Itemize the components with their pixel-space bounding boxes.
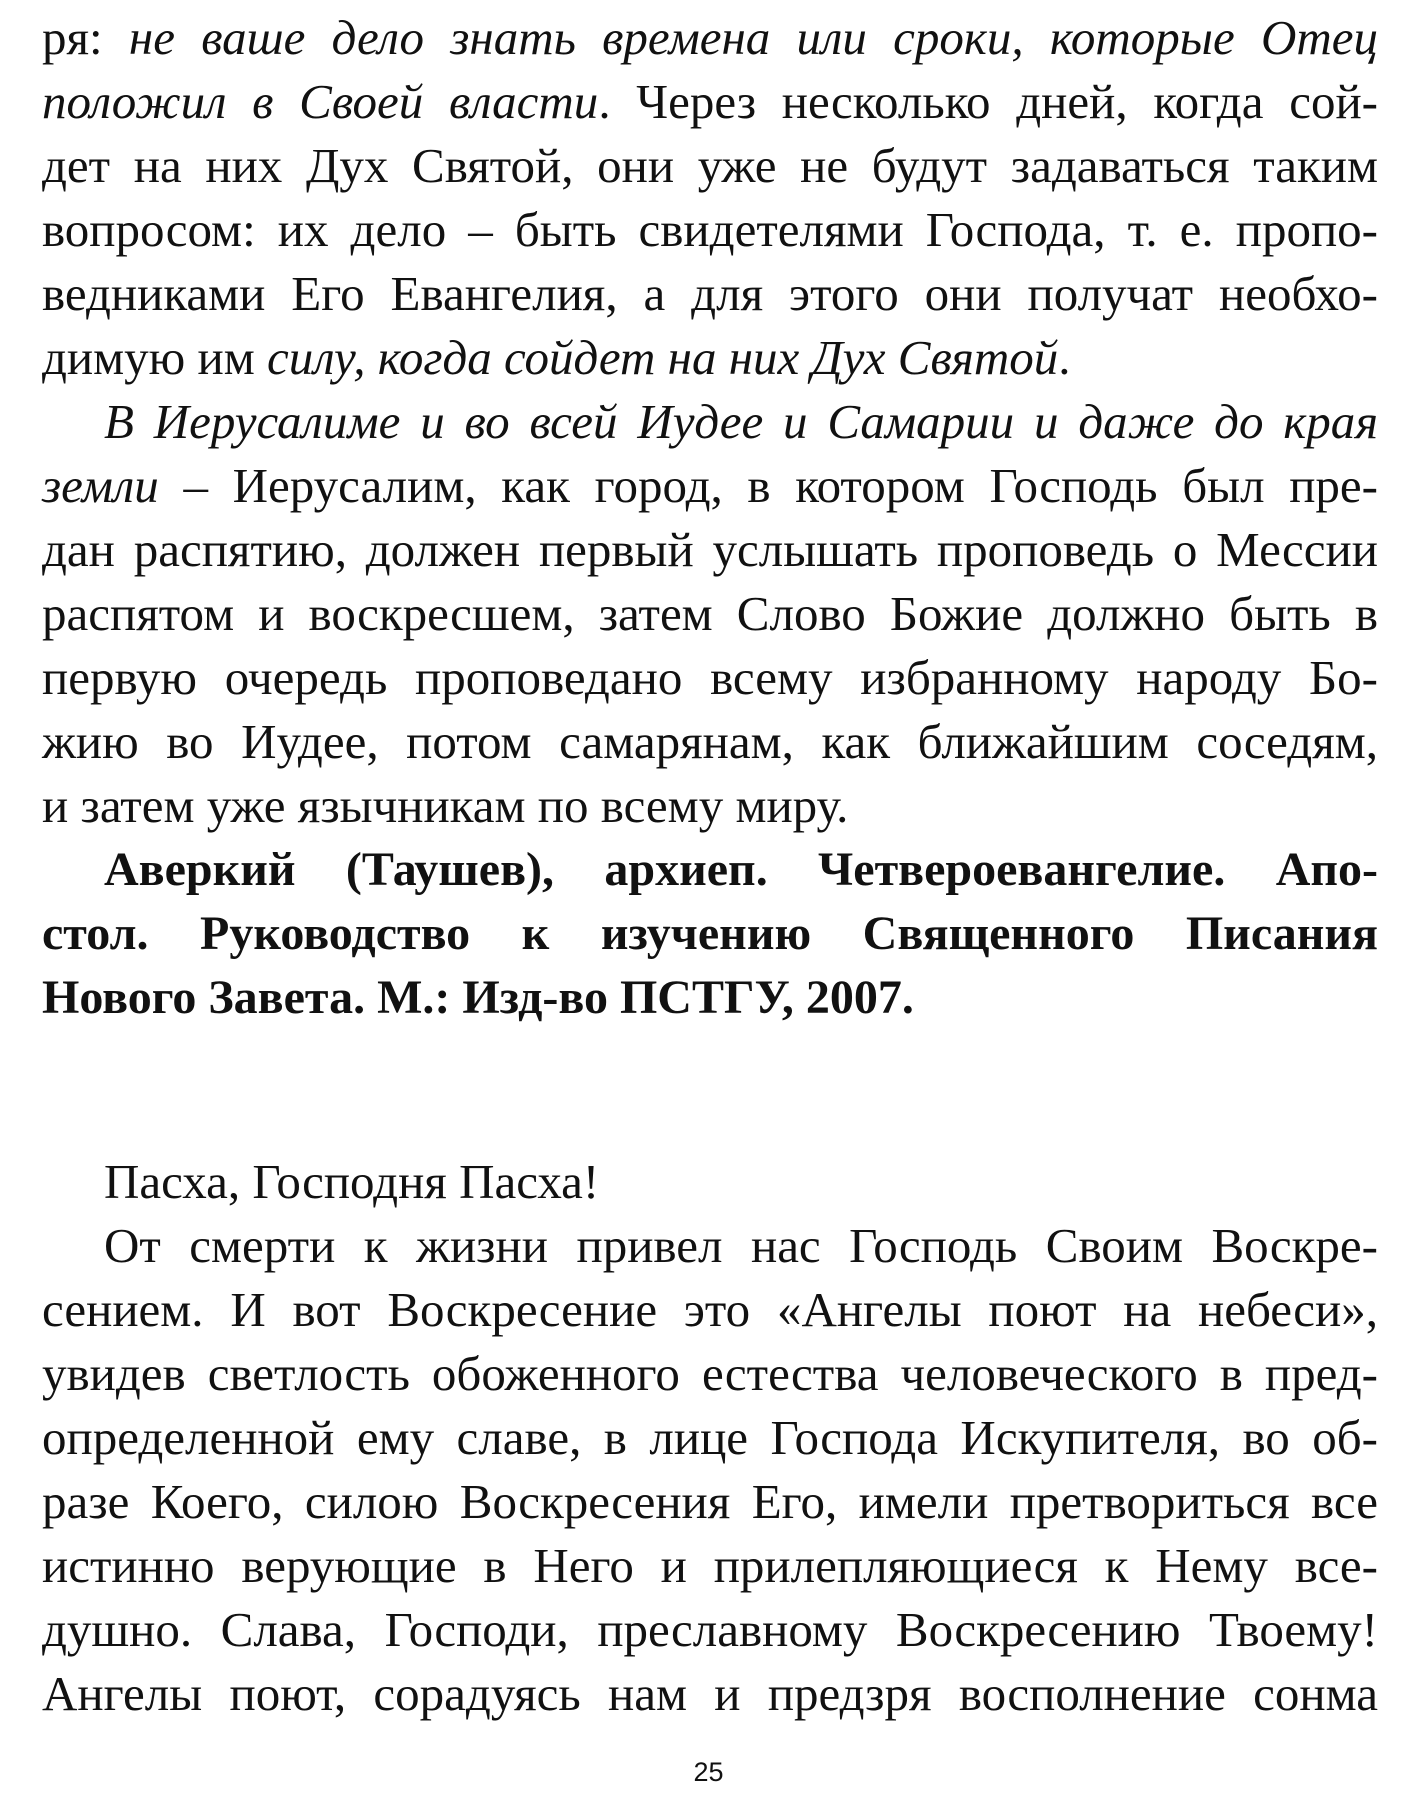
text-line: ведниками Его Евангелия, а для этого они получат необхо- [42, 266, 1378, 321]
section-gap [42, 1030, 1378, 1150]
heading-line: Пасха, Господня Пасха! [104, 1154, 600, 1209]
text-line: дет на них Дух Святой, они уже не будут задаваться таким [42, 138, 1378, 193]
text-line: димую им силу, когда сойдет на них Дух Святой. [42, 330, 1071, 385]
text-line: ря: не ваше дело знать времена или сроки, которые Отец [42, 10, 1379, 65]
text-line: и затем уже язычникам по всему миру. [42, 778, 849, 833]
text-line: увидев светлость обоженного естества человеческого в пред- [42, 1346, 1378, 1401]
citation-line: стол. Руководство к изучению Священного Писания [42, 907, 1378, 960]
text-line: Ангелы поют, сорадуясь нам и предзря восполнение сонма [42, 1666, 1378, 1721]
paragraph-continuation [42, 6, 1378, 390]
paragraph-easter [42, 1214, 1378, 1726]
text-line: вопросом: их дело – быть свидетелями Господа, т. е. пропо- [42, 202, 1378, 257]
text-line: разе Коего, силою Воскресения Его, имели претвориться все [42, 1474, 1378, 1529]
text-line: сением. И вот Воскресение это «Ангелы поют на небеси», [42, 1282, 1378, 1337]
text-line: земли – Иерусалим, как город, в котором Господь был пре- [42, 458, 1378, 513]
page-body [42, 6, 1378, 1726]
text-line: дан распятию, должен первый услышать проповедь о Мессии [42, 522, 1378, 577]
text-line: От смерти к жизни привел нас Господь Своим Воскре- [104, 1218, 1378, 1273]
citation [42, 838, 1378, 1030]
citation-line: Аверкий (Таушев), архиеп. Четвероевангелие. Апо- [104, 843, 1378, 896]
text-line: первую очередь проповедано всему избранному народу Бо- [42, 650, 1378, 705]
paragraph-jerusalem [42, 390, 1378, 838]
text-line: В Иерусалиме и во всей Иудее и Самарии и даже до края [104, 394, 1378, 449]
page-number: 25 [693, 1757, 724, 1787]
text-line: определенной ему славе, в лице Господа Искупителя, во об- [42, 1410, 1378, 1465]
text-line: положил в Своей власти. Через несколько дней, когда сой- [42, 74, 1378, 129]
text-line: душно. Слава, Господи, преславному Воскресению Твоему! [42, 1602, 1378, 1657]
citation-line: Нового Завета. М.: Изд-во ПСТГУ, 2007. [42, 971, 914, 1024]
text-line: жию во Иудее, потом самарянам, как ближайшим соседям, [42, 714, 1378, 769]
text-line: распятом и воскресшем, затем Слово Божие должно быть в [42, 586, 1378, 641]
text-line: истинно верующие в Него и прилепляющиеся к Нему все- [42, 1538, 1378, 1593]
